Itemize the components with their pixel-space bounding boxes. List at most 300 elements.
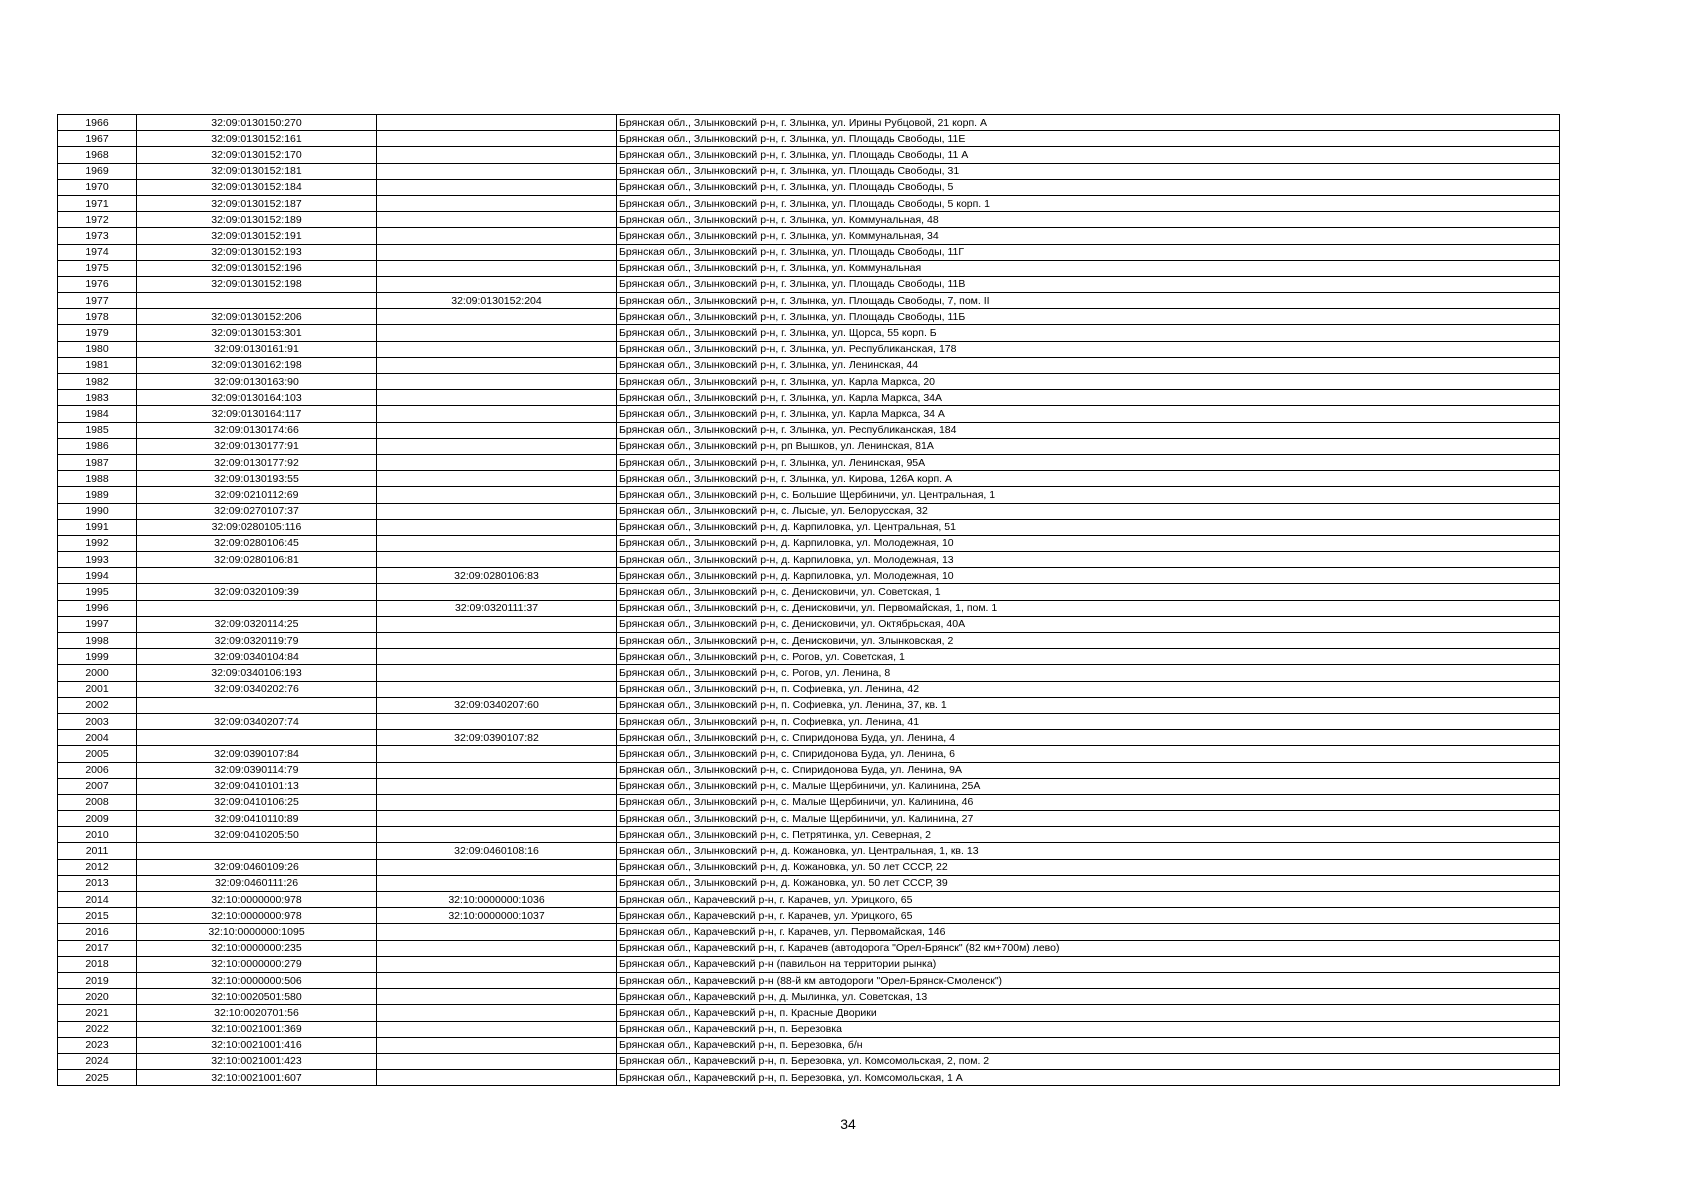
address-cell: Брянская обл., Карачевский р-н, п. Березовка, ул. Комсомольская, 1 А — [617, 1070, 1560, 1086]
table-row — [58, 503, 1560, 519]
row-number-cell: 1966 — [58, 115, 137, 131]
premises-cadastral-number-cell — [377, 713, 617, 729]
premises-cadastral-number-cell — [377, 454, 617, 470]
address-cell: Брянская обл., Злынковский р-н, с. Малые Щербиничи, ул. Калинина, 46 — [617, 794, 1560, 810]
address-cell: Брянская обл., Злынковский р-н, г. Злынка, ул. Карла Маркса, 20 — [617, 374, 1560, 390]
premises-cadastral-number-cell: 32:09:0390107:82 — [377, 730, 617, 746]
address-cell: Брянская обл., Злынковский р-н, с. Рогов, ул. Ленина, 8 — [617, 665, 1560, 681]
table-row — [58, 535, 1560, 551]
table-row — [58, 811, 1560, 827]
row-number-cell: 1968 — [58, 147, 137, 163]
premises-cadastral-number-cell — [377, 276, 617, 292]
premises-cadastral-number-cell — [377, 244, 617, 260]
row-number-cell: 2008 — [58, 794, 137, 810]
cadastral-number-cell: 32:09:0130152:181 — [137, 163, 377, 179]
cadastral-number-cell: 32:09:0130152:198 — [137, 276, 377, 292]
cadastral-number-cell: 32:09:0130164:117 — [137, 406, 377, 422]
cadastral-number-cell: 32:09:0270107:37 — [137, 503, 377, 519]
row-number-cell: 1982 — [58, 374, 137, 390]
premises-cadastral-number-cell — [377, 746, 617, 762]
row-number-cell: 1985 — [58, 422, 137, 438]
address-cell: Брянская обл., Злынковский р-н, г. Злынка, ул. Щорса, 55 корп. Б — [617, 325, 1560, 341]
address-cell: Брянская обл., Злынковский р-н, г. Злынка, ул. Площадь Свободы, 7, пом. II — [617, 293, 1560, 309]
premises-cadastral-number-cell — [377, 1037, 617, 1053]
row-number-cell: 2014 — [58, 892, 137, 908]
address-cell: Брянская обл., Злынковский р-н, с. Лысые, ул. Белорусская, 32 — [617, 503, 1560, 519]
address-cell: Брянская обл., Злынковский р-н, с. Денисковичи, ул. Советская, 1 — [617, 584, 1560, 600]
row-number-cell: 1972 — [58, 212, 137, 228]
premises-cadastral-number-cell — [377, 179, 617, 195]
row-number-cell: 1974 — [58, 244, 137, 260]
address-cell: Брянская обл., Злынковский р-н, г. Злынка, ул. Площадь Свободы, 31 — [617, 163, 1560, 179]
cadastral-number-cell: 32:09:0130193:55 — [137, 471, 377, 487]
address-cell: Брянская обл., Злынковский р-н, г. Злынка, ул. Республиканская, 178 — [617, 341, 1560, 357]
cadastral-number-cell: 32:09:0340207:74 — [137, 713, 377, 729]
table-row — [58, 228, 1560, 244]
cadastral-number-cell: 32:10:0000000:506 — [137, 972, 377, 988]
row-number-cell: 1991 — [58, 519, 137, 535]
address-cell: Брянская обл., Злынковский р-н, д. Кожановка, ул. 50 лет СССР, 22 — [617, 859, 1560, 875]
address-cell: Брянская обл., Злынковский р-н, д. Карпиловка, ул. Молодежная, 10 — [617, 568, 1560, 584]
table-row — [58, 859, 1560, 875]
row-number-cell: 2024 — [58, 1053, 137, 1069]
cadastral-number-cell: 32:09:0280106:81 — [137, 552, 377, 568]
address-cell: Брянская обл., Злынковский р-н, с. Малые Щербиничи, ул. Калинина, 27 — [617, 811, 1560, 827]
address-cell: Брянская обл., Карачевский р-н, г. Карачев, ул. Урицкого, 65 — [617, 892, 1560, 908]
cadastral-number-cell: 32:09:0130152:196 — [137, 260, 377, 276]
table-row — [58, 325, 1560, 341]
premises-cadastral-number-cell — [377, 406, 617, 422]
address-cell: Брянская обл., Злынковский р-н, рп Вышков, ул. Ленинская, 81А — [617, 438, 1560, 454]
row-number-cell: 1981 — [58, 357, 137, 373]
cadastral-number-cell — [137, 697, 377, 713]
address-cell: Брянская обл., Злынковский р-н, г. Злынка, ул. Площадь Свободы, 5 — [617, 179, 1560, 195]
address-cell: Брянская обл., Злынковский р-н, г. Злынка, ул. Республиканская, 184 — [617, 422, 1560, 438]
table-row — [58, 875, 1560, 891]
cadastral-number-cell: 32:09:0130164:103 — [137, 390, 377, 406]
address-cell: Брянская обл., Злынковский р-н, г. Злынка, ул. Площадь Свободы, 11 А — [617, 147, 1560, 163]
address-cell: Брянская обл., Карачевский р-н (павильон на территории рынка) — [617, 956, 1560, 972]
address-cell: Брянская обл., Карачевский р-н, п. Березовка, б/н — [617, 1037, 1560, 1053]
table-row — [58, 892, 1560, 908]
row-number-cell: 2015 — [58, 908, 137, 924]
cadastral-number-cell: 32:10:0000000:279 — [137, 956, 377, 972]
table-row — [58, 940, 1560, 956]
row-number-cell: 2003 — [58, 713, 137, 729]
address-cell: Брянская обл., Злынковский р-н, д. Карпиловка, ул. Центральная, 51 — [617, 519, 1560, 535]
cadastral-number-cell: 32:10:0021001:423 — [137, 1053, 377, 1069]
premises-cadastral-number-cell — [377, 924, 617, 940]
row-number-cell: 1967 — [58, 131, 137, 147]
address-cell: Брянская обл., Злынковский р-н, п. Софиевка, ул. Ленина, 41 — [617, 713, 1560, 729]
premises-cadastral-number-cell — [377, 811, 617, 827]
address-cell: Брянская обл., Злынковский р-н, г. Злынка, ул. Карла Маркса, 34 А — [617, 406, 1560, 422]
cadastral-number-cell: 32:09:0320114:25 — [137, 616, 377, 632]
row-number-cell: 2012 — [58, 859, 137, 875]
premises-cadastral-number-cell — [377, 147, 617, 163]
address-cell: Брянская обл., Карачевский р-н, г. Карачев (автодорога "Орел-Брянск" (82 км+700м) лево) — [617, 940, 1560, 956]
table-row — [58, 713, 1560, 729]
cadastral-number-cell: 32:09:0130150:270 — [137, 115, 377, 131]
address-cell: Брянская обл., Злынковский р-н, с. Большие Щербиничи, ул. Центральная, 1 — [617, 487, 1560, 503]
premises-cadastral-number-cell — [377, 859, 617, 875]
cadastral-number-cell: 32:09:0210112:69 — [137, 487, 377, 503]
premises-cadastral-number-cell — [377, 228, 617, 244]
premises-cadastral-number-cell — [377, 1021, 617, 1037]
premises-cadastral-number-cell: 32:09:0460108:16 — [377, 843, 617, 859]
address-cell: Брянская обл., Злынковский р-н, г. Злынка, ул. Коммунальная — [617, 260, 1560, 276]
table-row — [58, 730, 1560, 746]
cadastral-number-cell: 32:09:0130162:198 — [137, 357, 377, 373]
table-row — [58, 956, 1560, 972]
page-number: 34 — [840, 1116, 856, 1132]
table-row — [58, 1037, 1560, 1053]
premises-cadastral-number-cell — [377, 552, 617, 568]
premises-cadastral-number-cell — [377, 1070, 617, 1086]
cadastral-number-cell: 32:09:0340202:76 — [137, 681, 377, 697]
premises-cadastral-number-cell: 32:09:0130152:204 — [377, 293, 617, 309]
address-cell: Брянская обл., Карачевский р-н (88-й км автодороги "Орел-Брянск-Смоленск") — [617, 972, 1560, 988]
address-cell: Брянская обл., Злынковский р-н, с. Рогов, ул. Советская, 1 — [617, 649, 1560, 665]
row-number-cell: 1976 — [58, 276, 137, 292]
premises-cadastral-number-cell — [377, 357, 617, 373]
cadastral-number-cell — [137, 600, 377, 616]
row-number-cell: 1970 — [58, 179, 137, 195]
table-row — [58, 665, 1560, 681]
address-cell: Брянская обл., Злынковский р-н, г. Злынка, ул. Площадь Свободы, 5 корп. 1 — [617, 195, 1560, 211]
premises-cadastral-number-cell: 32:10:0000000:1036 — [377, 892, 617, 908]
cadastral-number-cell: 32:10:0021001:416 — [137, 1037, 377, 1053]
premises-cadastral-number-cell — [377, 487, 617, 503]
cadastral-number-cell: 32:09:0460111:26 — [137, 875, 377, 891]
row-number-cell: 2005 — [58, 746, 137, 762]
address-cell: Брянская обл., Злынковский р-н, с. Денисковичи, ул. Октябрьская, 40А — [617, 616, 1560, 632]
registry-table-body — [58, 115, 1560, 1086]
address-cell: Брянская обл., Злынковский р-н, с. Петрятинка, ул. Северная, 2 — [617, 827, 1560, 843]
cadastral-number-cell: 32:09:0130163:90 — [137, 374, 377, 390]
row-number-cell: 1998 — [58, 633, 137, 649]
premises-cadastral-number-cell — [377, 422, 617, 438]
premises-cadastral-number-cell — [377, 665, 617, 681]
cadastral-number-cell: 32:09:0130177:92 — [137, 454, 377, 470]
premises-cadastral-number-cell — [377, 1053, 617, 1069]
premises-cadastral-number-cell — [377, 584, 617, 600]
row-number-cell: 1980 — [58, 341, 137, 357]
table-row — [58, 147, 1560, 163]
row-number-cell: 2025 — [58, 1070, 137, 1086]
row-number-cell: 1975 — [58, 260, 137, 276]
address-cell: Брянская обл., Злынковский р-н, с. Денисковичи, ул. Злынковская, 2 — [617, 633, 1560, 649]
premises-cadastral-number-cell — [377, 325, 617, 341]
row-number-cell: 1978 — [58, 309, 137, 325]
premises-cadastral-number-cell — [377, 778, 617, 794]
row-number-cell: 2004 — [58, 730, 137, 746]
row-number-cell: 2022 — [58, 1021, 137, 1037]
row-number-cell: 2013 — [58, 875, 137, 891]
cadastral-number-cell: 32:09:0340104:84 — [137, 649, 377, 665]
table-row — [58, 794, 1560, 810]
premises-cadastral-number-cell — [377, 681, 617, 697]
row-number-cell: 2016 — [58, 924, 137, 940]
address-cell: Брянская обл., Злынковский р-н, г. Злынка, ул. Коммунальная, 48 — [617, 212, 1560, 228]
row-number-cell: 1995 — [58, 584, 137, 600]
cadastral-number-cell — [137, 843, 377, 859]
cadastral-number-cell: 32:09:0410110:89 — [137, 811, 377, 827]
cadastral-number-cell: 32:09:0460109:26 — [137, 859, 377, 875]
table-row — [58, 600, 1560, 616]
table-row — [58, 1070, 1560, 1086]
row-number-cell: 1999 — [58, 649, 137, 665]
row-number-cell: 1986 — [58, 438, 137, 454]
address-cell: Брянская обл., Злынковский р-н, п. Софиевка, ул. Ленина, 37, кв. 1 — [617, 697, 1560, 713]
address-cell: Брянская обл., Карачевский р-н, п. Березовка — [617, 1021, 1560, 1037]
cadastral-number-cell: 32:09:0280105:116 — [137, 519, 377, 535]
address-cell: Брянская обл., Злынковский р-н, с. Малые Щербиничи, ул. Калинина, 25А — [617, 778, 1560, 794]
row-number-cell: 2000 — [58, 665, 137, 681]
premises-cadastral-number-cell — [377, 471, 617, 487]
address-cell: Брянская обл., Злынковский р-н, д. Кожановка, ул. Центральная, 1, кв. 13 — [617, 843, 1560, 859]
address-cell: Брянская обл., Злынковский р-н, г. Злынка, ул. Коммунальная, 34 — [617, 228, 1560, 244]
table-row — [58, 487, 1560, 503]
cadastral-number-cell: 32:10:0000000:978 — [137, 892, 377, 908]
table-row — [58, 552, 1560, 568]
table-row — [58, 681, 1560, 697]
cadastral-number-cell: 32:09:0410101:13 — [137, 778, 377, 794]
address-cell: Брянская обл., Злынковский р-н, г. Злынка, ул. Площадь Свободы, 11Б — [617, 309, 1560, 325]
table-row — [58, 195, 1560, 211]
address-cell: Брянская обл., Злынковский р-н, г. Злынка, ул. Ирины Рубцовой, 21 корп. А — [617, 115, 1560, 131]
address-cell: Брянская обл., Злынковский р-н, п. Софиевка, ул. Ленина, 42 — [617, 681, 1560, 697]
address-cell: Брянская обл., Злынковский р-н, г. Злынка, ул. Карла Маркса, 34А — [617, 390, 1560, 406]
premises-cadastral-number-cell — [377, 163, 617, 179]
table-row — [58, 843, 1560, 859]
cadastral-number-cell: 32:09:0340106:193 — [137, 665, 377, 681]
premises-cadastral-number-cell — [377, 972, 617, 988]
premises-cadastral-number-cell — [377, 374, 617, 390]
table-row — [58, 778, 1560, 794]
address-cell: Брянская обл., Карачевский р-н, п. Красные Дворики — [617, 1005, 1560, 1021]
address-cell: Брянская обл., Злынковский р-н, с. Спиридонова Буда, ул. Ленина, 9А — [617, 762, 1560, 778]
row-number-cell: 1996 — [58, 600, 137, 616]
row-number-cell: 1994 — [58, 568, 137, 584]
table-row — [58, 616, 1560, 632]
table-row — [58, 746, 1560, 762]
cadastral-number-cell: 32:09:0130152:161 — [137, 131, 377, 147]
address-cell: Брянская обл., Злынковский р-н, г. Злынка, ул. Кирова, 126А корп. А — [617, 471, 1560, 487]
address-cell: Брянская обл., Карачевский р-н, п. Березовка, ул. Комсомольская, 2, пом. 2 — [617, 1053, 1560, 1069]
address-cell: Брянская обл., Злынковский р-н, г. Злынка, ул. Площадь Свободы, 11В — [617, 276, 1560, 292]
address-cell: Брянская обл., Злынковский р-н, д. Карпиловка, ул. Молодежная, 10 — [617, 535, 1560, 551]
table-row — [58, 374, 1560, 390]
row-number-cell: 1979 — [58, 325, 137, 341]
cadastral-number-cell: 32:09:0390114:79 — [137, 762, 377, 778]
table-row — [58, 649, 1560, 665]
cadastral-number-cell: 32:09:0410106:25 — [137, 794, 377, 810]
cadastral-number-cell: 32:09:0130161:91 — [137, 341, 377, 357]
premises-cadastral-number-cell — [377, 794, 617, 810]
row-number-cell: 1983 — [58, 390, 137, 406]
table-row — [58, 762, 1560, 778]
address-cell: Брянская обл., Злынковский р-н, с. Спиридонова Буда, ул. Ленина, 4 — [617, 730, 1560, 746]
premises-cadastral-number-cell — [377, 309, 617, 325]
cadastral-number-cell: 32:09:0130177:91 — [137, 438, 377, 454]
cadastral-number-cell: 32:09:0130153:301 — [137, 325, 377, 341]
row-number-cell: 2011 — [58, 843, 137, 859]
cadastral-number-cell: 32:10:0000000:1095 — [137, 924, 377, 940]
row-number-cell: 2019 — [58, 972, 137, 988]
table-row — [58, 406, 1560, 422]
table-row — [58, 115, 1560, 131]
premises-cadastral-number-cell — [377, 212, 617, 228]
premises-cadastral-number-cell — [377, 940, 617, 956]
cadastral-number-cell: 32:10:0020701:56 — [137, 1005, 377, 1021]
table-row — [58, 1053, 1560, 1069]
table-row — [58, 454, 1560, 470]
table-row — [58, 633, 1560, 649]
address-cell: Брянская обл., Злынковский р-н, г. Злынка, ул. Площадь Свободы, 11Е — [617, 131, 1560, 147]
address-cell: Брянская обл., Злынковский р-н, г. Злынка, ул. Ленинская, 44 — [617, 357, 1560, 373]
address-cell: Брянская обл., Злынковский р-н, д. Кожановка, ул. 50 лет СССР, 39 — [617, 875, 1560, 891]
address-cell: Брянская обл., Злынковский р-н, г. Злынка, ул. Площадь Свободы, 11Г — [617, 244, 1560, 260]
premises-cadastral-number-cell — [377, 503, 617, 519]
row-number-cell: 2021 — [58, 1005, 137, 1021]
cadastral-number-cell: 32:10:0000000:235 — [137, 940, 377, 956]
row-number-cell: 2006 — [58, 762, 137, 778]
row-number-cell: 2023 — [58, 1037, 137, 1053]
registry-table — [57, 114, 1560, 1086]
premises-cadastral-number-cell: 32:09:0280106:83 — [377, 568, 617, 584]
cadastral-number-cell: 32:10:0021001:607 — [137, 1070, 377, 1086]
cadastral-number-cell: 32:09:0130152:193 — [137, 244, 377, 260]
cadastral-number-cell: 32:09:0130152:189 — [137, 212, 377, 228]
premises-cadastral-number-cell — [377, 260, 617, 276]
table-row — [58, 1005, 1560, 1021]
table-row — [58, 471, 1560, 487]
cadastral-number-cell: 32:09:0410205:50 — [137, 827, 377, 843]
row-number-cell: 1971 — [58, 195, 137, 211]
table-row — [58, 309, 1560, 325]
premises-cadastral-number-cell — [377, 989, 617, 1005]
row-number-cell: 2018 — [58, 956, 137, 972]
cadastral-number-cell — [137, 730, 377, 746]
table-row — [58, 924, 1560, 940]
table-row — [58, 163, 1560, 179]
table-row — [58, 131, 1560, 147]
table-row — [58, 827, 1560, 843]
row-number-cell: 1990 — [58, 503, 137, 519]
cadastral-number-cell: 32:09:0130152:191 — [137, 228, 377, 244]
table-row — [58, 1021, 1560, 1037]
cadastral-number-cell: 32:09:0130174:66 — [137, 422, 377, 438]
address-cell: Брянская обл., Злынковский р-н, д. Карпиловка, ул. Молодежная, 13 — [617, 552, 1560, 568]
row-number-cell: 2007 — [58, 778, 137, 794]
cadastral-number-cell: 32:09:0130152:187 — [137, 195, 377, 211]
table-row — [58, 989, 1560, 1005]
cadastral-number-cell: 32:10:0020501:580 — [137, 989, 377, 1005]
row-number-cell: 2017 — [58, 940, 137, 956]
premises-cadastral-number-cell — [377, 649, 617, 665]
table-row — [58, 260, 1560, 276]
row-number-cell: 1977 — [58, 293, 137, 309]
cadastral-number-cell: 32:09:0280106:45 — [137, 535, 377, 551]
premises-cadastral-number-cell — [377, 827, 617, 843]
cadastral-number-cell: 32:10:0021001:369 — [137, 1021, 377, 1037]
row-number-cell: 1989 — [58, 487, 137, 503]
premises-cadastral-number-cell — [377, 131, 617, 147]
premises-cadastral-number-cell — [377, 390, 617, 406]
premises-cadastral-number-cell — [377, 616, 617, 632]
row-number-cell: 1973 — [58, 228, 137, 244]
row-number-cell: 1984 — [58, 406, 137, 422]
table-row — [58, 697, 1560, 713]
row-number-cell: 2020 — [58, 989, 137, 1005]
premises-cadastral-number-cell — [377, 762, 617, 778]
address-cell: Брянская обл., Карачевский р-н, г. Карачев, ул. Первомайская, 146 — [617, 924, 1560, 940]
row-number-cell: 2009 — [58, 811, 137, 827]
cadastral-number-cell — [137, 568, 377, 584]
table-row — [58, 972, 1560, 988]
address-cell: Брянская обл., Злынковский р-н, с. Спиридонова Буда, ул. Ленина, 6 — [617, 746, 1560, 762]
table-row — [58, 357, 1560, 373]
row-number-cell: 1993 — [58, 552, 137, 568]
address-cell: Брянская обл., Карачевский р-н, д. Мылинка, ул. Советская, 13 — [617, 989, 1560, 1005]
premises-cadastral-number-cell — [377, 633, 617, 649]
row-number-cell: 1988 — [58, 471, 137, 487]
premises-cadastral-number-cell — [377, 438, 617, 454]
cadastral-number-cell: 32:09:0320119:79 — [137, 633, 377, 649]
table-row — [58, 293, 1560, 309]
row-number-cell: 1987 — [58, 454, 137, 470]
table-row — [58, 341, 1560, 357]
premises-cadastral-number-cell — [377, 341, 617, 357]
row-number-cell: 1997 — [58, 616, 137, 632]
table-row — [58, 519, 1560, 535]
table-row — [58, 422, 1560, 438]
address-cell: Брянская обл., Злынковский р-н, с. Денисковичи, ул. Первомайская, 1, пом. 1 — [617, 600, 1560, 616]
premises-cadastral-number-cell — [377, 115, 617, 131]
table-row — [58, 276, 1560, 292]
table-row — [58, 568, 1560, 584]
table-row — [58, 438, 1560, 454]
table-row — [58, 212, 1560, 228]
premises-cadastral-number-cell — [377, 195, 617, 211]
row-number-cell: 1969 — [58, 163, 137, 179]
table-row — [58, 390, 1560, 406]
premises-cadastral-number-cell — [377, 519, 617, 535]
premises-cadastral-number-cell: 32:09:0340207:60 — [377, 697, 617, 713]
row-number-cell: 1992 — [58, 535, 137, 551]
address-cell: Брянская обл., Злынковский р-н, г. Злынка, ул. Ленинская, 95А — [617, 454, 1560, 470]
cadastral-number-cell: 32:09:0130152:170 — [137, 147, 377, 163]
premises-cadastral-number-cell — [377, 535, 617, 551]
premises-cadastral-number-cell: 32:09:0320111:37 — [377, 600, 617, 616]
table-row — [58, 908, 1560, 924]
cadastral-number-cell: 32:09:0130152:184 — [137, 179, 377, 195]
table-row — [58, 244, 1560, 260]
address-cell: Брянская обл., Карачевский р-н, г. Карачев, ул. Урицкого, 65 — [617, 908, 1560, 924]
table-row — [58, 179, 1560, 195]
row-number-cell: 2010 — [58, 827, 137, 843]
cadastral-number-cell — [137, 293, 377, 309]
row-number-cell: 2002 — [58, 697, 137, 713]
row-number-cell: 2001 — [58, 681, 137, 697]
premises-cadastral-number-cell — [377, 1005, 617, 1021]
premises-cadastral-number-cell: 32:10:0000000:1037 — [377, 908, 617, 924]
premises-cadastral-number-cell — [377, 875, 617, 891]
table-row — [58, 584, 1560, 600]
premises-cadastral-number-cell — [377, 956, 617, 972]
cadastral-number-cell: 32:09:0130152:206 — [137, 309, 377, 325]
